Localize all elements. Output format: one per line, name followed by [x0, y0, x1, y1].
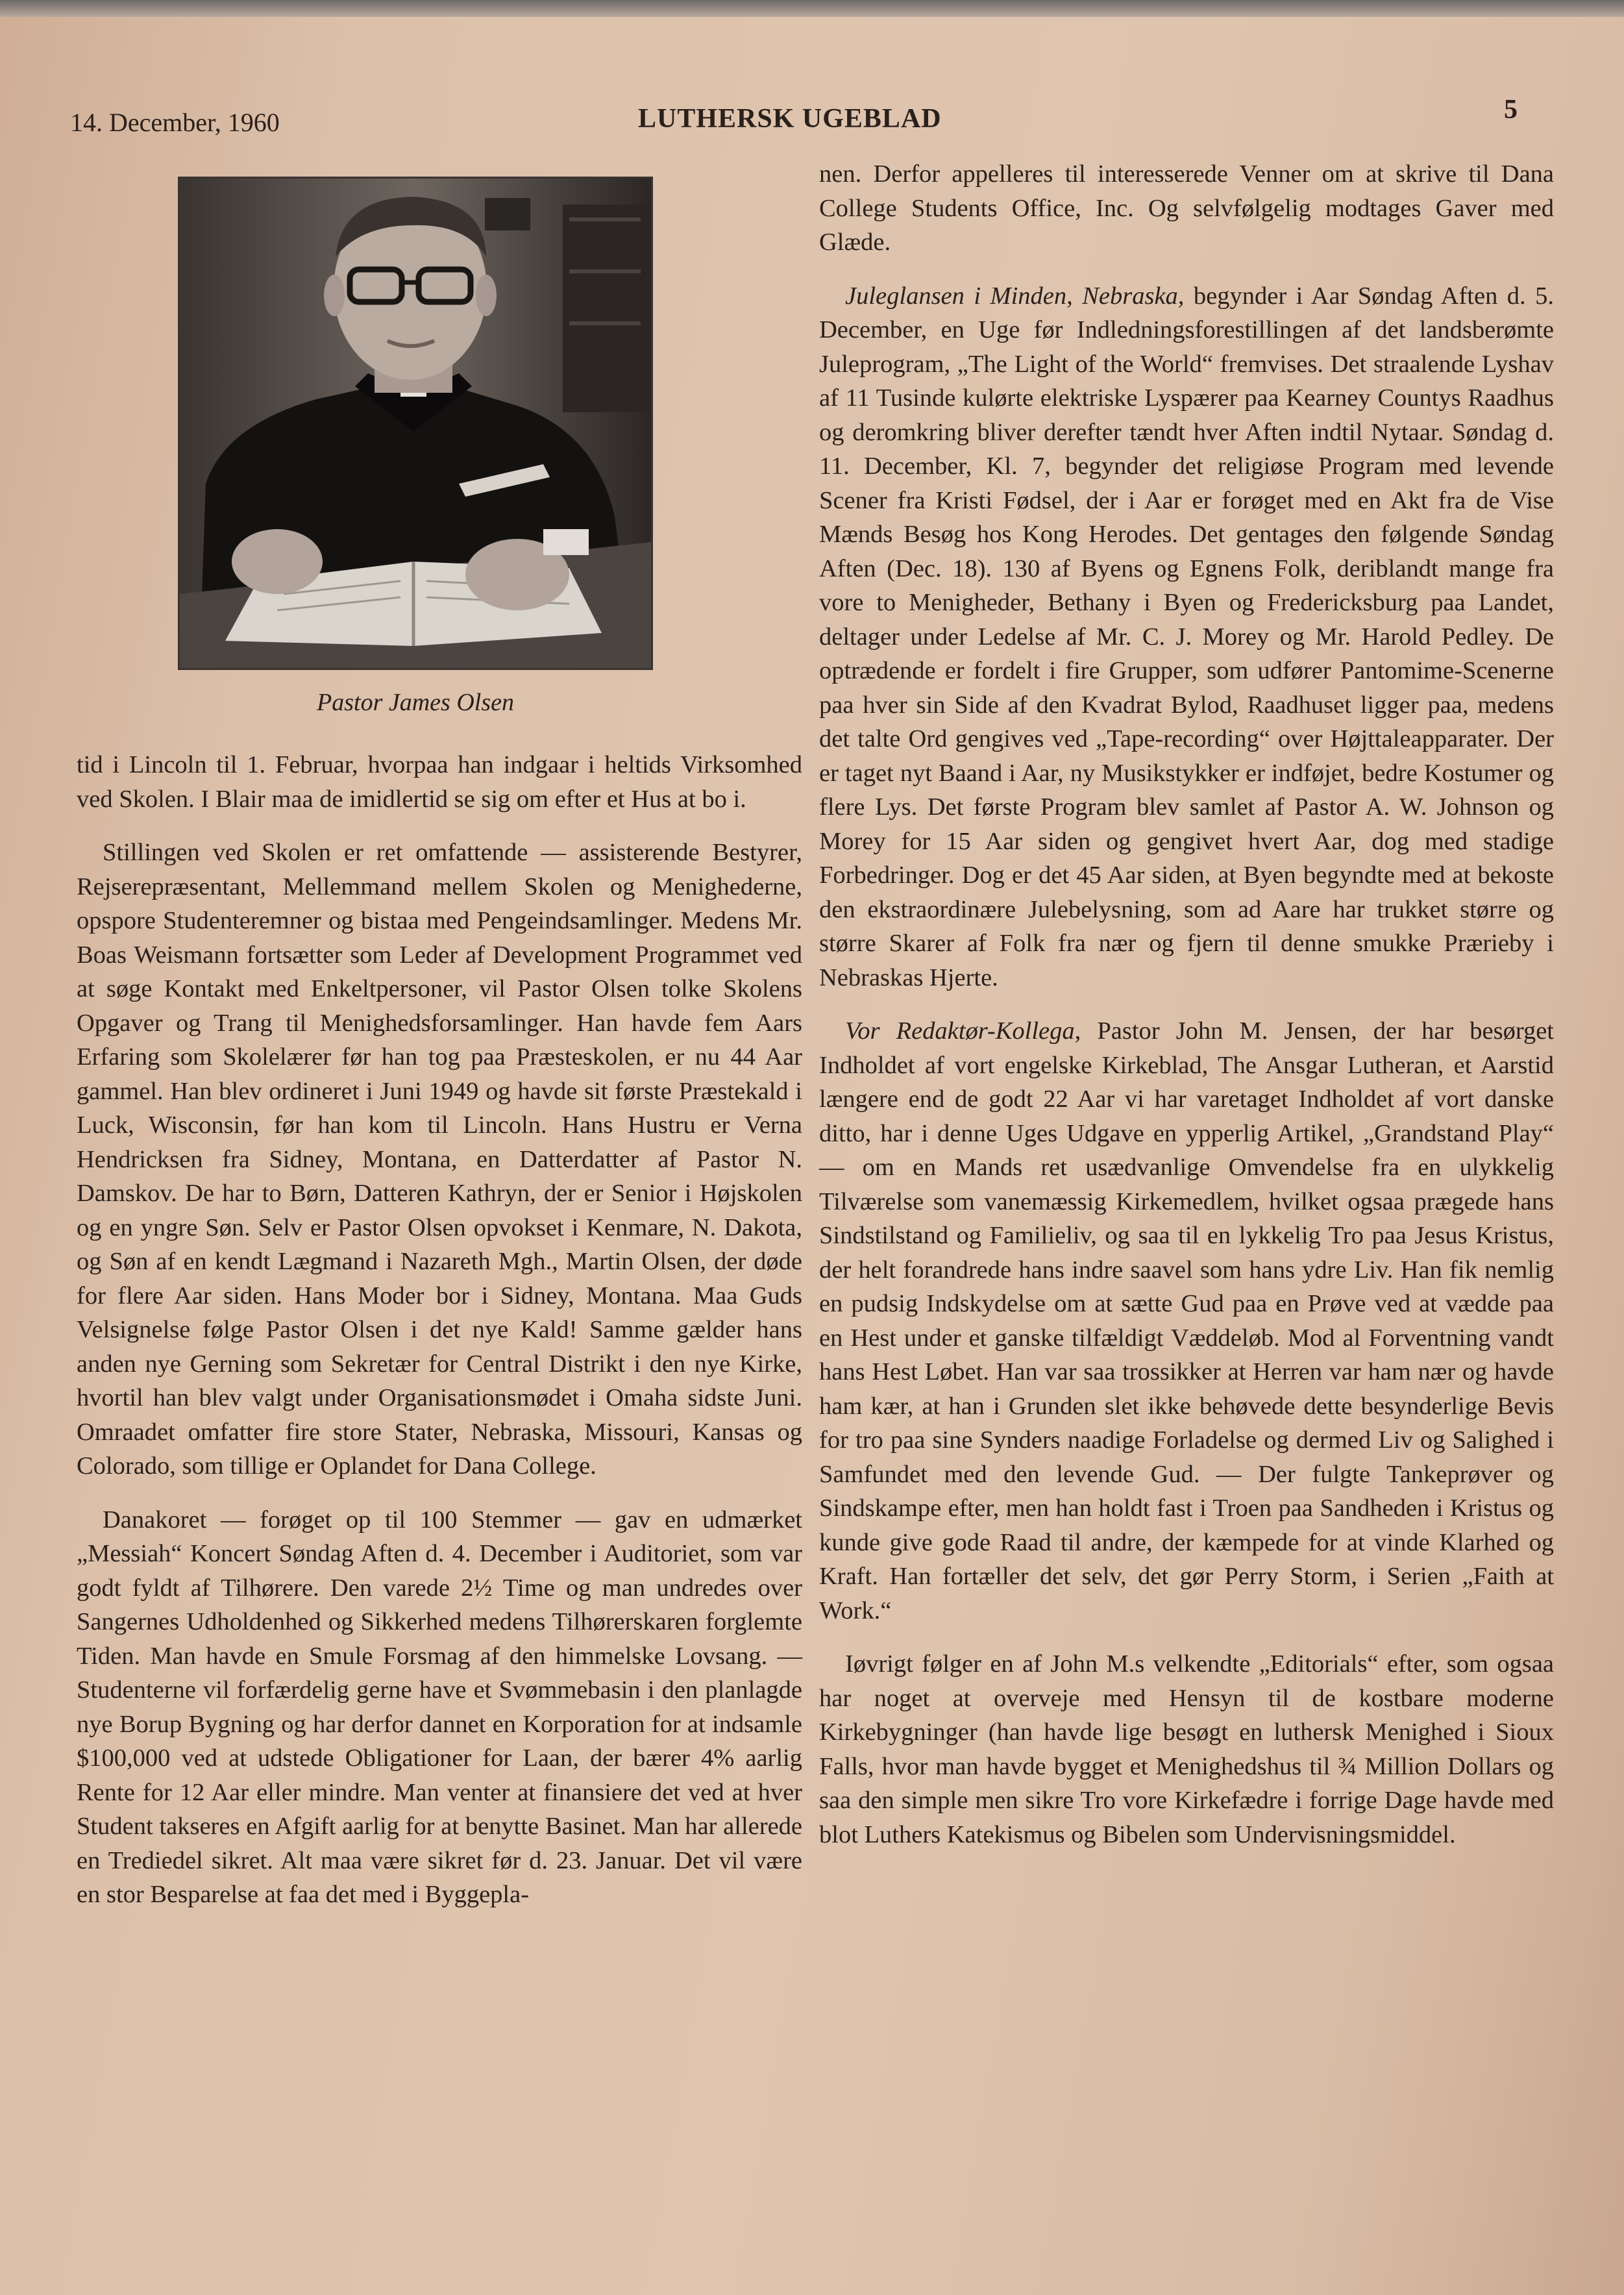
- photo-caption: Pastor James Olsen: [317, 689, 514, 716]
- right-paragraph-2: [819, 279, 1554, 995]
- portrait-photo: [178, 177, 653, 670]
- left-column: [77, 748, 802, 1912]
- paragraph-body-redaktor: Pastor John M. Jensen, der har besørget Indholdet af vort engelske Kirkeblad, The Ansgar Lutheran, et Aarstid længere end de godt 22 Aar vi har varetaget Indholdet af vort danske ditto, har i denne Uges Udgave en ypperlig Artikel, „Grandstand Play“ — om en Mands ret usædvanlige Omvendelse fra en ulykkelig Tilværelse som vanemæssig Kirkemedlem, hvilket ogsaa prægede hans Sindstilstand og Familieliv, og saa til en lykkelig Tro paa Jesus Kristus, der helt forandrede hans indre saavel som hans ydre Liv. Han fik nemlig en pudsig Indskydelse om at sætte Gud paa en Prøve ved at vædde paa en Hest under et ganske tilfældigt Væddeløb. Mod al Forventning vandt hans Hest Løbet. Han var saa trossikker at Herren var ham nær og havde ham kær, at han i Grunden slet ikke behøvede dette besynderlige Bevis for tro paa sine Synders naadige Forladelse og dermed Liv og Salighed i Samfundet med den levende Gud. — Der fulgte Tankeprøver og Sindskampe efter, men han holdt fast i Troen paa Sandheden i Kristus og kunde give gode Raad til andre, der kæmpede for at vinde Klarhed og Kraft. Han fortæller det selv, det gør Perry Storm, i Serien „Faith at Work.“: [819, 1017, 1554, 1624]
- paragraph-body-juleglansen: begynder i Aar Søndag Aften d. 5. December, en Uge før Indledningsforestillingen af det landsberømte Juleprogram, „The Light of the World“ fremvises. Det straalende Lyshav af 11 Tusinde kulørte elektriske Lyspærer paa Kearney Countys Raadhus og deromkring bliver derefter tændt hver Aften indtil Nytaar. Søndag d. 11. December, Kl. 7, begynder det religiøse Program med levende Scener fra Kristi Fødsel, der i Aar er forøget med en Akt fra de Vise Mænds Besøg hos Kong Herodes. Det gentages den følgende Søndag Aften (Dec. 18). 130 af Byens og Egnens Folk, deriblandt mange fra vore to Menigheder, Bethany i Byen og Fredericksburg paa Landet, deltager under Ledelse af Mr. C. J. Morey og Mr. Harold Pedley. De optrædende er fordelt i fire Grupper, som udfører Pantomime-Scenerne paa hver sin Side af den Kvadrat Bylod, Raadhuset ligger paa, medens det talte Ord gengives ved „Tape-recording“ over Højttaleapparater. Der er taget nyt Baand i Aar, ny Musikstykker er indføjet, bedre Kostumer og flere Lys. Det første Program blev samlet af Pastor A. W. Johnson og Morey for 15 Aar siden og gengivet hvert Aar, dog med stadige Forbedringer. Dog er det 45 Aar siden, at Byen begyndte med at bekoste den ekstraordinære Julebelysning, som ad Aare har trukket større og større Skarer af Folk fra nær og fjern til denne smukke Prærieby i Nebraskas Hjerte.: [819, 282, 1554, 991]
- portrait-illustration: [180, 179, 651, 668]
- left-paragraph-2: Stillingen ved Skolen er ret omfattende — assisterende Bestyrer, Rejserepræsentant, Mellemmand mellem Skolen og Menighederne, opspore Studenteremner og bistaa med Pengeindsamlinger. Medens Mr. Boas Weismann fortsætter som Leder af Development Programmet ved at søge Kontakt med Enkeltpersoner, vil Pastor Olsen tolke Skolens Opgaver og Trang til Menighedsforsamlinger. Han havde fem Aars Erfaring som Skolelærer før han tog paa Præsteskolen, er nu 44 Aar gammel. Han blev ordineret i Juni 1949 og havde sit første Præstekald i Luck, Wisconsin, før han kom til Lincoln. Hans Hustru er Verna Hendricksen fra Sidney, Montana, en Datterdatter af Pastor N. Damskov. De har to Børn, Datteren Kathryn, der er Senior i Højskolen og en yngre Søn. Selv er Pastor Olsen opvokset i Kenmare, N. Dakota, og Søn af en kendt Lægmand i Nazareth Mgh., Martin Olsen, der døde for flere Aar siden. Hans Moder bor i Sidney, Montana. Maa Guds Velsignelse følge Pastor Olsen i det nye Kald! Samme gælder hans anden nye Gerning som Sekretær for Central Distrikt i den nye Kirke, hvortil han blev valgt under Organisationsmødet i Omaha sidste Juni. Omraadet omfatter fire store Stater, Nebraska, Missouri, Kansas og Colorado, som tillige er Oplandet for Dana College.: [77, 839, 802, 1480]
- page-number: 5: [1504, 95, 1518, 125]
- paragraph-lead-juleglansen: Juleglansen i Minden, Nebraska,: [845, 282, 1185, 310]
- publication-title: LUTHERSK UGEBLAD: [638, 104, 942, 134]
- left-paragraph-1: tid i Lincoln til 1. Februar, hvorpaa han indgaar i heltids Virksomhed ved Skolen. I Blair maa de imidlertid se sig om efter et Hus at bo i.: [77, 751, 802, 813]
- page-header: [70, 94, 1518, 140]
- right-paragraph-4: Iøvrigt følger en af John M.s velkendte „Editorials“ efter, som ogsaa har noget at overveje med Hensyn til de kostbare moderne Kirkebygninger (han havde lige besøgt en luthersk Menighed i Sioux Falls, hvor man havde bygget et Menighedshus til ¾ Million Dollars og saa den simple men sikre Tro vore Kirkefædre i forrige Dage havde med blot Luthers Katekismus og Bibelen som Undervisningsmiddel.: [819, 1650, 1554, 1848]
- right-paragraph-1: nen. Derfor appelleres til interesserede Venner om at skrive til Dana College Students Office, Inc. Og selvfølgelig modtages Gaver med Glæde.: [819, 160, 1554, 256]
- issue-date: 14. December, 1960: [70, 108, 280, 137]
- right-paragraph-3: [819, 1014, 1554, 1628]
- paragraph-lead-redaktor: Vor Redaktør-Kollega,: [845, 1017, 1081, 1045]
- right-column: [819, 157, 1554, 1852]
- left-paragraph-3: Danakoret — forøget op til 100 Stemmer — gav en udmærket „Messiah“ Koncert Søndag Aften d. 4. December i Auditoriet, som var godt fyldt af Tilhørere. Den varede 2½ Time og man undredes over Sangernes Udholdenhed og Sikkerhed medens Tilhørerskaren forglemte Tiden. Man havde en Smule Forsmag af den himmelske Lovsang. — Studenterne vil forfærdelig gerne have et Svømmebasin i den planlagde nye Borup Bygning og har derfor dannet en Korporation for at indsamle $100,000 ved at udstede Obligationer for Laan, der bærer 4% aarlig Rente for 12 Aar eller mindre. Man venter at finansiere det ved at hver Student takseres en Afgift aarlig for at benytte Basinet. Man har allerede en Trediedel sikret. Alt maa være sikret før d. 23. Januar. Det vil være en stor Besparelse at faa det med i Byggepla-: [77, 1506, 802, 1908]
- page-top-edge: [0, 0, 1624, 17]
